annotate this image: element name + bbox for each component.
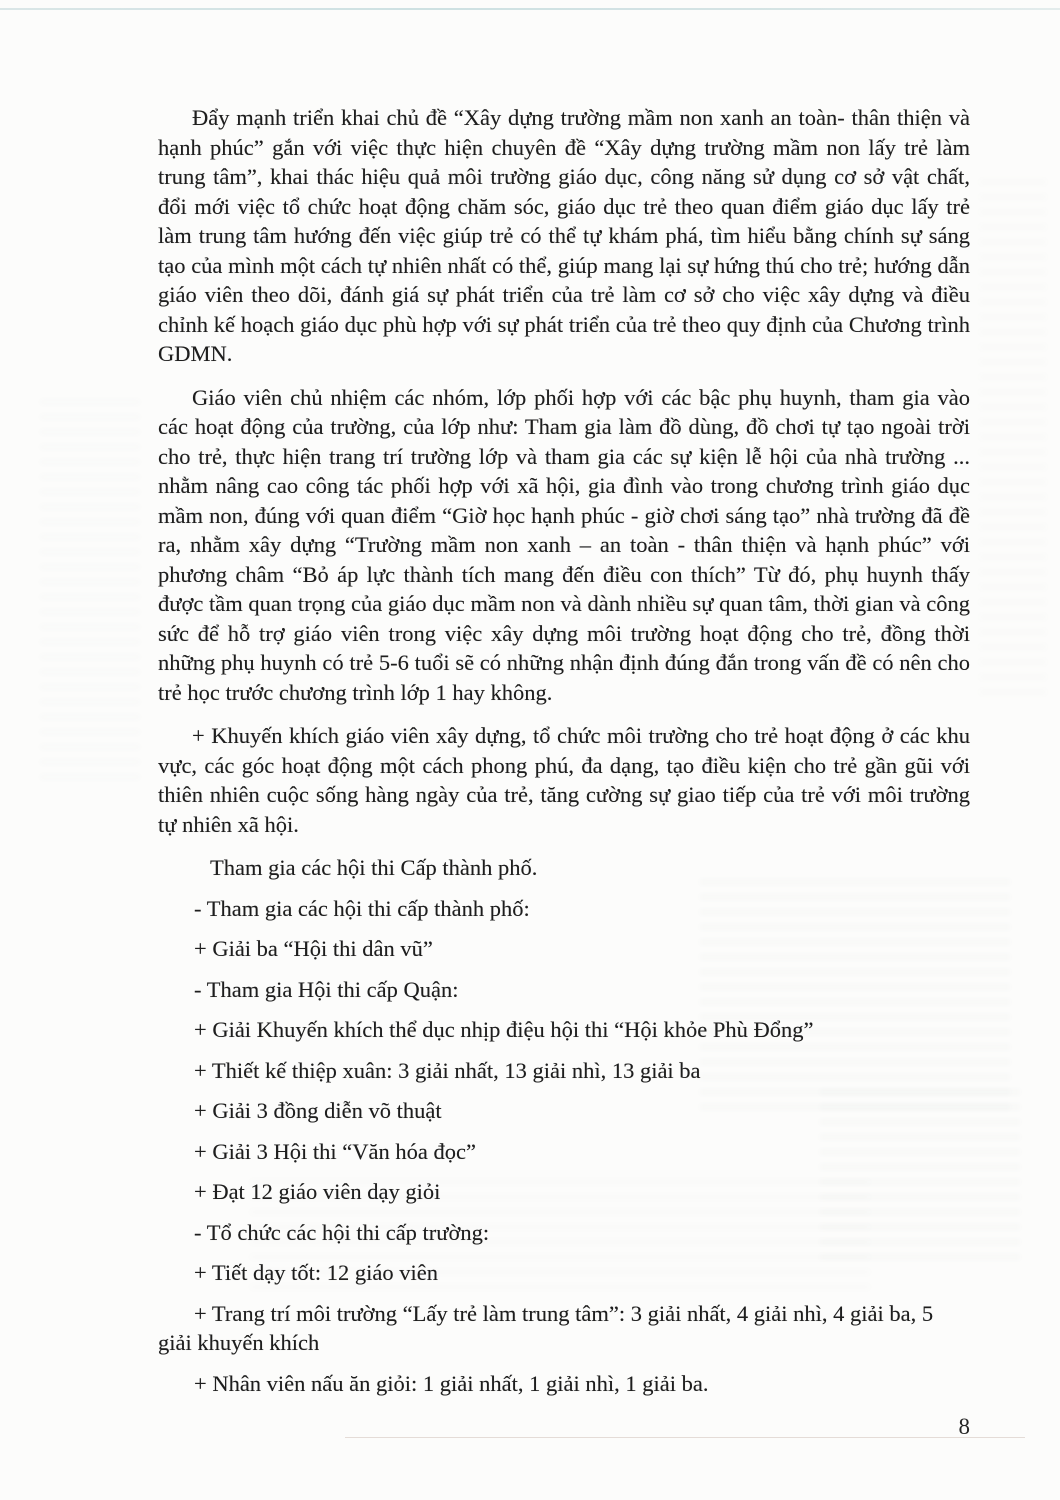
list-item: - Tham gia các hội thi cấp thành phố: <box>194 895 530 921</box>
list-item: - Tổ chức các hội thi cấp trường: <box>194 1219 490 1245</box>
paragraph: Giáo viên chủ nhiệm các nhóm, lớp phối hợp với các bậc phụ huynh, tham gia vào các hoạt động của trường, của lớp như: Tham gia làm đồ dùng, đồ chơi tự tạo ngoài trời cho trẻ, thực hiện trang trí trường lớp và tham gia các sự kiện lễ hội của nhà trường ... nhằm nâng cao công tác phối hợp với xã hội, gia đình vào trong chương trình giáo dục mầm non, đúng với quan điểm “Giờ học hạnh phúc - giờ chơi sáng tạo” nhà trường đã đề ra, nhằm xây dựng “Trường mầm non xanh – an toàn - thân thiện và hạnh phúc” với phương châm “Bỏ áp lực thành tích mang đến điều con thích” Từ đó, phụ huynh thấy được tầm quan trọng của giáo dục mầm non và dành nhiều sự quan tâm, thời gian và công sức để hỗ trợ giáo viên trong việc xây dựng môi trường hoạt động cho trẻ, đồng thời những phụ huynh có trẻ 5-6 tuổi sẽ có những nhận định đúng đắn trong vấn đề có nên cho trẻ học trước chương trình lớp 1 hay không. <box>158 384 970 705</box>
list-item: + Nhân viên nấu ăn giỏi: 1 giải nhất, 1 giải nhì, 1 giải ba. <box>194 1370 709 1396</box>
page-number: 8 <box>958 1414 970 1439</box>
section-lead-line: Tham gia các hội thi Cấp thành phố. <box>210 855 538 880</box>
paragraph: + Khuyến khích giáo viên xây dựng, tổ chức môi trường cho trẻ hoạt động ở các khu vực, các góc hoạt động một cách phong phú, đa dạng, tạo điều kiện cho trẻ gần gũi với thiên nhiên cuộc sống hàng ngày của trẻ, tăng cường sự giao tiếp của trẻ với môi trường tự nhiên xã hội. <box>158 723 970 837</box>
document-body <box>158 103 970 1409</box>
list-item: + Trang trí môi trường “Lấy trẻ làm trung tâm”: 3 giải nhất, 4 giải nhì, 4 giải ba, 5 giải khuyến khích <box>158 1300 934 1355</box>
paragraph: Đẩy mạnh triển khai chủ đề “Xây dựng trường mầm non xanh an toàn- thân thiện và hạnh phúc” gắn với việc thực hiện chuyên đề “Xây dựng trường mầm non lấy trẻ làm trung tâm”, khai thác hiệu quả môi trường giáo dục, công năng sử dụng cơ sở vật chất, đổi mới việc tổ chức hoạt động chăm sóc, giáo dục trẻ theo quan điểm giáo dục lấy trẻ làm trung tâm hướng đến việc giúp trẻ có thể tự khám phá, tìm hiểu bằng chính sự sáng tạo của mình một cách tự nhiên nhất có thể, giúp mang lại sự hứng thú cho trẻ; hướng dẫn giáo viên theo dõi, đánh giá sự phát triển của trẻ làm cơ sở cho việc xây dựng và điều chỉnh kế hoạch giáo dục phù hợp với sự phát triển của trẻ theo quy định của Chương trình GDMN. <box>158 105 970 366</box>
list-item: + Giải 3 đồng diễn võ thuật <box>194 1098 442 1123</box>
scan-edge-line <box>0 8 1060 10</box>
list-item: + Đạt 12 giáo viên dạy giỏi <box>194 1179 441 1204</box>
footer-rule <box>345 1437 1025 1438</box>
list-item: + Giải 3 Hội thi “Văn hóa đọc” <box>194 1138 476 1164</box>
list-item: - Tham gia Hội thi cấp Quận: <box>194 976 459 1002</box>
list-item: + Giải Khuyến khích thể dục nhịp điệu hội thi “Hội khỏe Phù Đổng” <box>194 1017 814 1042</box>
bleedthrough-artifact <box>40 400 140 780</box>
bleedthrough-artifact <box>980 180 1046 700</box>
list-item: + Giải ba “Hội thi dân vũ” <box>194 936 433 961</box>
list-item: + Thiết kế thiệp xuân: 3 giải nhất, 13 giải nhì, 13 giải ba <box>194 1057 701 1083</box>
list-item: + Tiết dạy tốt: 12 giáo viên <box>194 1260 438 1285</box>
